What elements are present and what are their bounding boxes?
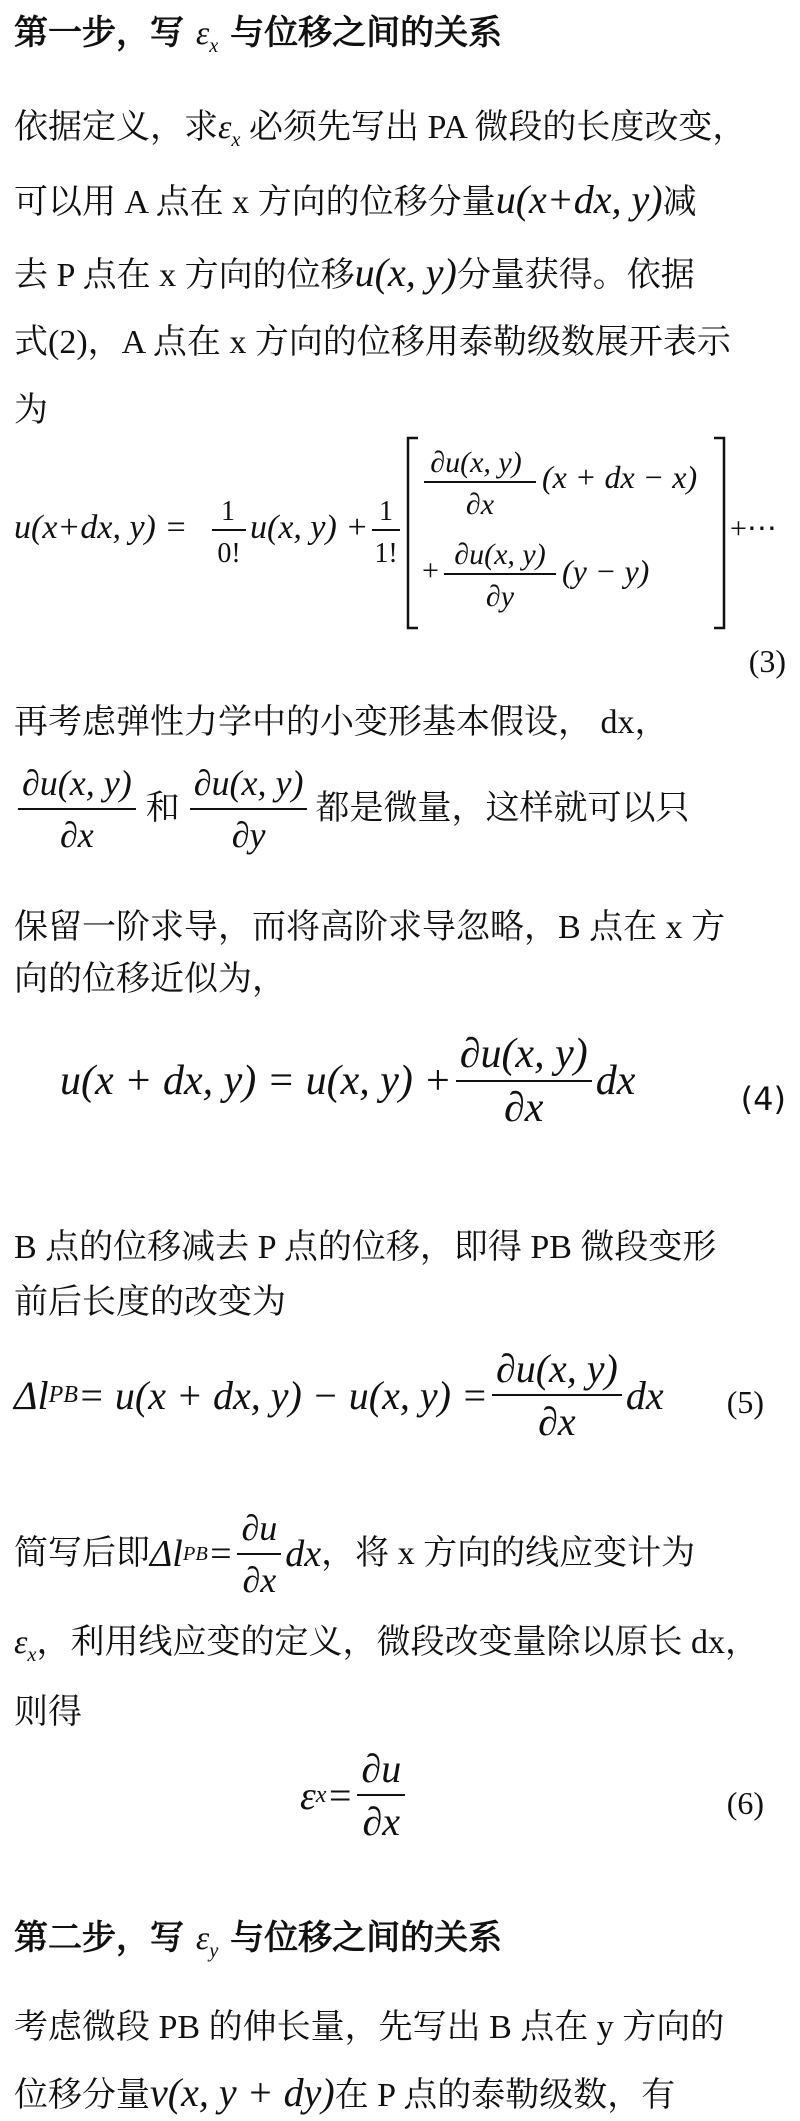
svg-text:+⋯: +⋯ [730,512,777,545]
equation-5: Δl PB = u(x + dx, y) − u(x, y) = $\frac{\partial u(x, y)}{\partial x}$ dx [14,1346,664,1444]
svg-text:u(x+dx, y) =: u(x+dx, y) = [14,509,188,546]
paragraph-line-inline-eq: 简写后即 Δl PB = $\frac{\partial u}{\partial x}$ dx ，将 x 方向的线应变计为 [14,1505,695,1603]
equation-3 [0,430,800,680]
paragraph-line: 前后长度的改变为 [14,1284,286,1321]
paragraph-line: 可以用 A 点在 x 方向的位移分量u(x+dx, y)减 [14,177,697,222]
fraction: $\frac{\partial u(x, y)}{\partial x}$ [18,760,136,858]
equation-number: (6) [726,1785,764,1821]
paragraph-line: $\varepsilon_x$，利用线应变的定义，微段改变量除以原长 dx， [14,1624,759,1666]
paragraph-line: 保留一阶求导，而将高阶求导忽略，B 点在 x 方 [14,909,726,946]
svg-text:∂u(x, y): ∂u(x, y) [430,446,522,479]
epsilon-symbol: ε [195,1920,210,1957]
fraction: $\frac{\partial u(x, y)}{\partial y}$ [190,760,308,858]
svg-text:1: 1 [221,496,235,527]
paragraph-line: 考虑微段 PB 的伸长量，先写出 B 点在 y 方向的 [14,2009,725,2046]
paragraph-line: 位移分量v(x, y + dy)在 P 点的泰勒级数，有 [14,2070,676,2115]
svg-text:(y − y): (y − y) [562,553,650,589]
equation-6: ε x = $\frac{\partial u}{\partial x}$ [300,1745,409,1845]
svg-text:+: + [422,554,439,587]
paragraph-line: 向的位移近似为， [14,961,286,998]
fraction: $\frac{\partial u}{\partial x}$ [357,1745,405,1845]
paragraph-line: 式(2)，A 点在 x 方向的位移用泰勒级数展开表示 [14,324,731,361]
svg-text:∂u(x, y): ∂u(x, y) [454,538,546,571]
svg-text:∂y: ∂y [485,580,515,613]
equation-4: u(x + dx, y) = u(x, y) + $\frac{\partial u(x, y)}{\partial x}$ dx [60,1031,636,1131]
paragraph-line-fractions: $\frac{\partial u(x, y)}{\partial x}$ 和 $\frac{\partial u(x, y)}{\partial y}$ 都是微量，这样就可以只 [14,760,689,858]
fraction: $\frac{\partial u}{\partial x}$ [237,1505,281,1603]
svg-text:1!: 1! [374,538,398,569]
epsilon-symbol: ε [195,15,210,52]
equation-number: (4) [740,1080,786,1118]
svg-text:1: 1 [379,496,393,527]
section-heading-2: 第二步，写 $\varepsilon_y$ 与位移之间的关系 [14,1918,503,1962]
svg-text:∂x: ∂x [465,488,495,521]
equation-number: (3) [748,643,786,679]
fraction: $\frac{\partial u(x, y)}{\partial x}$ [456,1030,592,1132]
svg-text:0!: 0! [217,538,241,569]
svg-text:u(x, y) +: u(x, y) + [250,509,369,546]
equation-number: (5) [726,1384,764,1420]
fraction: $\frac{\partial u(x, y)}{\partial x}$ [492,1345,622,1445]
paragraph-line: 再考虑弹性力学中的小变形基本假设， dx， [14,704,669,741]
section-heading-1: 第一步，写 $\varepsilon_x$ 与位移之间的关系 [14,13,503,57]
paragraph-line: 去 P 点在 x 方向的位移u(x, y)分量获得。依据 [14,250,695,295]
svg-text:(x + dx − x): (x + dx − x) [542,459,698,495]
paragraph-line: B 点的位移减去 P 点的位移，即得 PB 微段变形 [14,1229,717,1266]
paragraph-line: 为 [14,392,48,429]
paragraph-line: 依据定义，求$\varepsilon_x$ 必须先写出 PA 微段的长度改变， [14,109,747,151]
paragraph-line: 则得 [14,1694,82,1731]
